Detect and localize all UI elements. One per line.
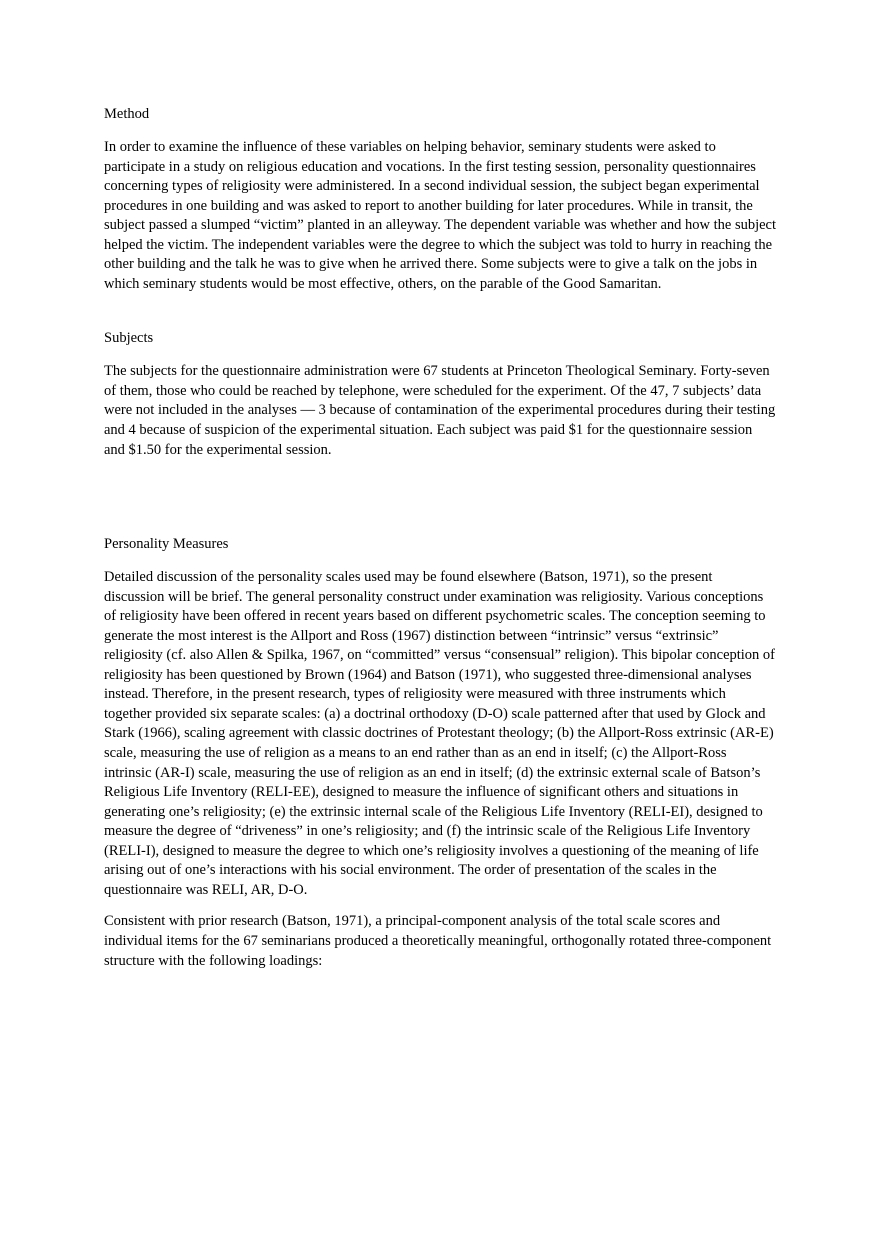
method-section [104,104,776,294]
personality-measures-section [104,534,776,971]
method-paragraph: In order to examine the influence of these variables on helping behavior, seminary students were asked to participate in a study on religious education and vocations. In the first testing session, personality questionnaires concerning types of religiosity were administered. In a second individual session, the subject began experimental procedures in one building and was asked to report to another building for later procedures. While in transit, the subject passed a slumped “victim” planted in an alleyway. The dependent variable was whether and how the subject helped the victim. The independent variables were the degree to which the subject was told to hurry in reaching the other building and the talk he was to give when he arrived there. Some subjects were to give a talk on the jobs in which seminary students would be most effective, others, on the parable of the Good Samaritan. [104,139,777,292]
subjects-paragraph: The subjects for the questionnaire administration were 67 students at Princeton Theological Seminary. Forty-seven of them, those who could be reached by telephone, were scheduled for the experiment. Of the 47, 7 subjects’ data were not included in the analyses — 3 because of contamination of the experimental procedures during their testing and 4 because of suspicion of the experimental situation. Each subject was paid $1 for the questionnaire session and $1.50 for the experimental session. [104,363,776,458]
personality-measures-paragraph-1: Detailed discussion of the personality scales used may be found elsewhere (Batson, 1971), so the present discussion will be brief. The general personality construct under examination was religiosity. Various conceptions of religiosity have been offered in recent years based on different psychometric scales. The conception seeming to generate the most interest is the Allport and Ross (1967) distinction between “intrinsic” versus “extrinsic” religiosity (cf. also Allen & Spilka, 1967, on “committed” versus “consensual” religion). This bipolar conception of religiosity has been questioned by Brown (1964) and Batson (1971), who suggested three-dimensional analyses instead. Therefore, in the present research, types of religiosity were measured with three instruments which together provided six separate scales: (a) a doctrinal orthodoxy (D-O) scale patterned after that used by Glock and Stark (1966), scaling agreement with classic doctrines of Protestant theology; (b) the Allport-Ross extrinsic (AR-E) scale, measuring the use of religion as a means to an end rather than as an end in itself; (c) the Allport-Ross intrinsic (AR-I) scale, measuring the use of religion as an end in itself; (d) the extrinsic external scale of Batson’s Religious Life Inventory (RELI-EE), designed to measure the influence of significant others and situations in generating one’s religiosity; (e) the extrinsic internal scale of the Religious Life Inventory (RELI-EI), designed to measure the degree of “driveness” in one’s religiosity; and (f) the intrinsic scale of the Religious Life Inventory (RELI-I), designed to measure the degree to which one’s religiosity involves a questioning of the meaning of life arising out of one’s interactions with his social environment. The order of presentation of the scales in the questionnaire was RELI, AR, D-O. [104,569,776,898]
subjects-section [104,328,776,460]
personality-measures-heading: Personality Measures [104,536,229,553]
method-heading: Method [104,106,150,122]
subjects-heading: Subjects [104,330,154,347]
personality-measures-paragraph-2: Consistent with prior research (Batson, 1971), a principal-component analysis of the total scale scores and individual items for the 67 seminarians produced a theoretically meaningful, orthogonally rotated three-component structure with the following loadings: [104,913,772,969]
document-body [104,104,776,971]
